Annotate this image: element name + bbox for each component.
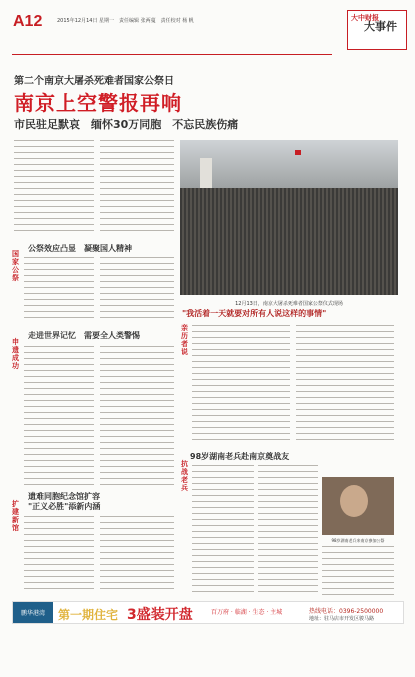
ad-line: 百万府 · 临湖 · 生态 · 主城 bbox=[211, 609, 283, 616]
section-heading: 98岁湖南老兵赴南京奠战友 bbox=[190, 452, 290, 461]
photo-crowd bbox=[180, 188, 398, 295]
side-label: 亲历者说 bbox=[181, 324, 188, 356]
ad-phone: 热线电话：0396-2500000 bbox=[309, 608, 384, 615]
text-column bbox=[258, 465, 318, 595]
logo-brand: 大中财报 bbox=[351, 13, 379, 22]
text-column bbox=[24, 257, 94, 319]
headline: 南京上空警报再响 bbox=[14, 91, 182, 115]
ad-brand: 鹏华港湾 bbox=[13, 602, 53, 623]
page-header bbox=[7, 10, 407, 50]
side-label: 抗战老兵 bbox=[181, 460, 188, 492]
ad-address: 地址：驻马店市开发区骏马路 bbox=[309, 616, 375, 622]
intro-text-column bbox=[14, 140, 94, 235]
veteran-caption: 98岁湖南老兵来南京参加公祭 bbox=[331, 538, 385, 543]
edition-meta: 2015年12月14日 星期一 责任编辑 张两蔓 责任校对 杨 帆 bbox=[57, 18, 194, 24]
text-column bbox=[296, 325, 394, 440]
header-rule bbox=[12, 54, 332, 55]
text-column bbox=[100, 257, 174, 319]
text-column bbox=[192, 465, 254, 595]
veteran-photo bbox=[322, 477, 394, 535]
photo-caption: 12月13日，南京大屠杀死难者国家公祭仪式现场 bbox=[235, 301, 343, 307]
text-column bbox=[192, 325, 290, 440]
ad-tag: 第一期住宅 bbox=[58, 608, 119, 622]
section-heading: 公祭效应凸显 凝聚国人精神 bbox=[28, 244, 132, 253]
subhead: 市民驻足默哀 缅怀30万同胞 不忘民族伤痛 bbox=[14, 118, 239, 131]
side-label: 国家公祭 bbox=[12, 250, 19, 282]
intro-text-column bbox=[100, 140, 174, 235]
ceremony-photo bbox=[180, 140, 398, 295]
advertisement-banner[interactable] bbox=[12, 601, 404, 624]
ad-slogan: 3盛装开盘 bbox=[127, 607, 193, 623]
story-kicker: 第二个南京大屠杀死难者国家公祭日 bbox=[14, 76, 174, 87]
text-column bbox=[322, 546, 394, 595]
text-column bbox=[100, 516, 174, 594]
side-label: 申遗成功 bbox=[12, 338, 19, 370]
section-heading: 走进世界记忆 需要全人类警惕 bbox=[28, 331, 140, 340]
section-heading: 遗难同胞纪念馆扩容 "正义必胜"添新内涵 bbox=[28, 492, 101, 511]
photo-sky bbox=[180, 140, 398, 188]
logo-section: 大事件 bbox=[364, 20, 397, 33]
veteran-face bbox=[340, 485, 368, 517]
side-label: 扩建新馆 bbox=[12, 500, 19, 532]
text-column bbox=[24, 516, 94, 594]
page-number: A12 bbox=[13, 13, 43, 30]
text-column bbox=[24, 346, 94, 486]
section-logo bbox=[347, 10, 407, 50]
text-column bbox=[100, 346, 174, 486]
photo-flag bbox=[295, 150, 301, 155]
quote-heading: "我活着一天就要对所有人说这样的事情" bbox=[182, 309, 327, 318]
